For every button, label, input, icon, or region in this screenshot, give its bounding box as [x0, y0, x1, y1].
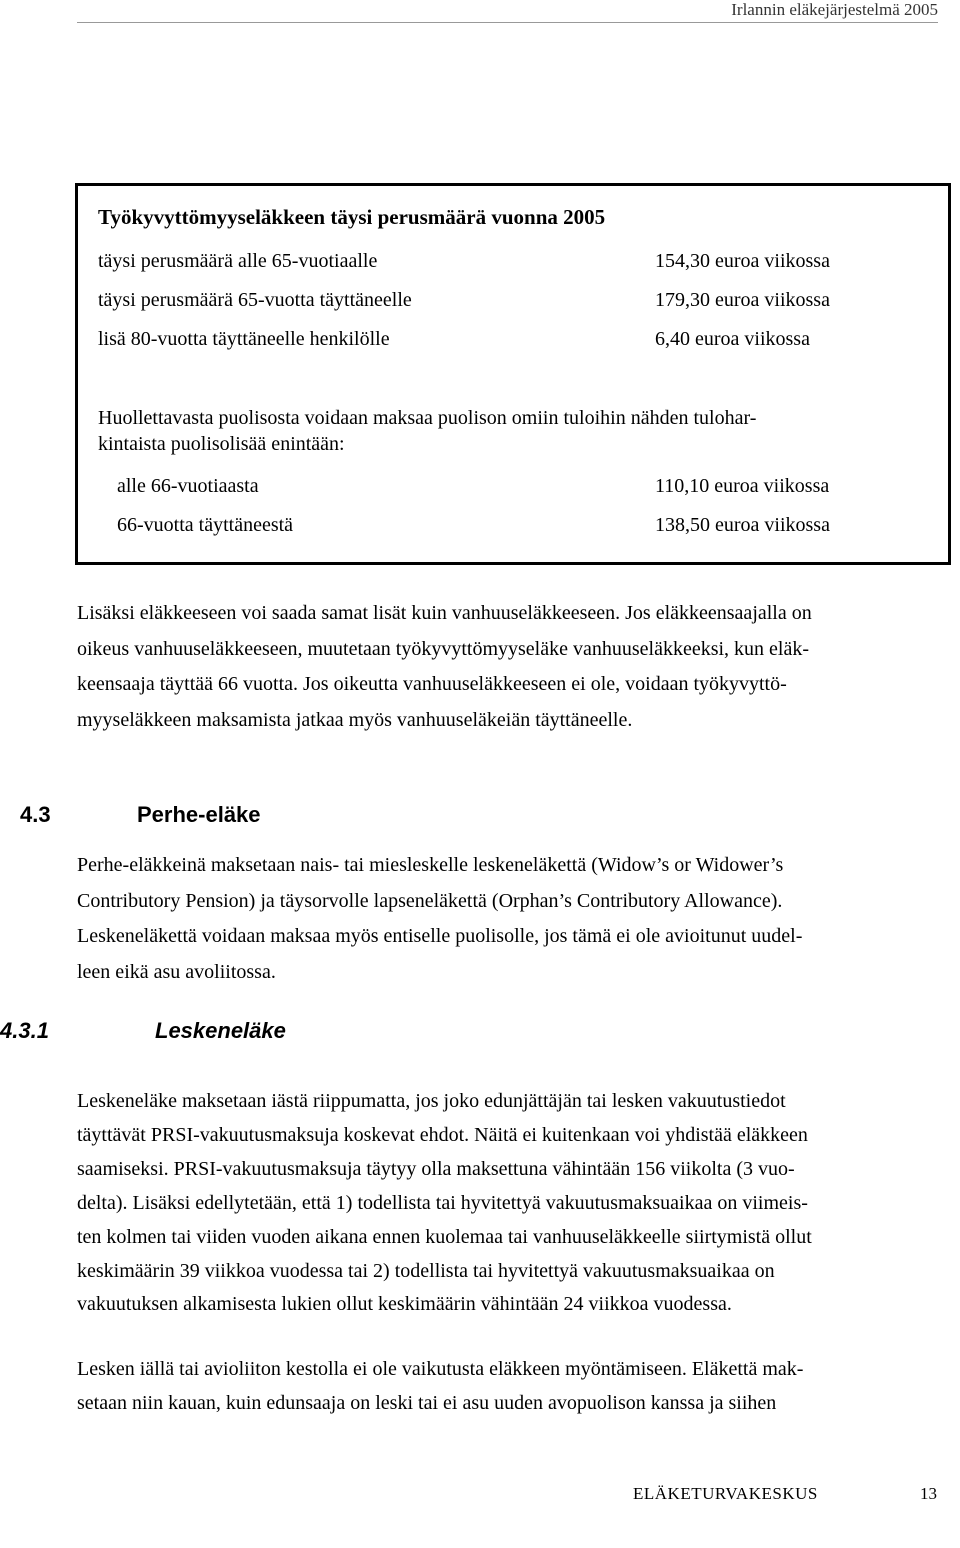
spouse-rate-label: 66-vuotta täyttäneestä	[117, 514, 294, 536]
paragraph-line: saamiseksi. PRSI-vakuutusmaksuja täytyy olla maksettuna vähintään 156 viikolta (3 vuo-	[77, 1157, 795, 1180]
paragraph-widow-pension-duration	[77, 1352, 939, 1420]
paragraph-line: leen eikä asu avoliitossa.	[77, 960, 276, 983]
paragraph-line: setaan niin kauan, kuin edunsaaja on leski tai ei asu uuden avopuolison kanssa ja siihen	[77, 1392, 777, 1414]
rate-value: 179,30 euroa viikossa	[655, 289, 830, 311]
paragraph-widow-pension-conditions	[77, 1085, 939, 1322]
spouse-paragraph-line: Huollettavasta puolisosta voidaan maksaa puolison omiin tuloihin nähden tulohar-	[98, 407, 757, 429]
paragraph-family-pension	[77, 848, 939, 990]
paragraph-line: oikeus vanhuuseläkkeeseen, muutetaan työkyvyttömyyseläke vanhuuseläkkeeksi, kun eläk-	[77, 637, 810, 660]
paragraph-line: Lisäksi eläkkeeseen voi saada samat lisät kuin vanhuuseläkkeeseen. Jos eläkkeensaajalla on	[77, 602, 812, 624]
paragraph-line: Perhe-eläkkeinä maksetaan nais- tai miesleskelle leskeneläkettä (Widow’s or Widower’s	[77, 854, 784, 876]
paragraph-line: keensaaja täyttää 66 vuotta. Jos oikeutta vanhuuseläkkeeseen ei ole, voidaan työkyvyttö-	[77, 673, 787, 695]
paragraph-line: delta). Lisäksi edellytetään, että 1) todellista tai hyvitettyä vakuutusmaksuaikaa on viimeis-	[77, 1191, 808, 1214]
page-number: 13	[920, 1484, 937, 1503]
spouse-rate-value: 110,10 euroa viikossa	[655, 475, 830, 497]
paragraph-additional-benefits	[77, 596, 939, 738]
box-title: Työkyvyttömyyseläkkeen täysi perusmäärä vuonna 2005	[98, 205, 606, 229]
subsection-title: Leskeneläke	[155, 1018, 286, 1043]
header-rule	[77, 22, 938, 23]
spouse-paragraph-line: kintaista puolisolisää enintään:	[98, 433, 345, 455]
spouse-rate-value: 138,50 euroa viikossa	[655, 514, 830, 536]
paragraph-line: Lesken iällä tai avioliiton kestolla ei ole vaikutusta eläkkeen myöntämiseen. Eläkettä mak-	[77, 1358, 804, 1380]
section-title: Perhe-eläke	[137, 802, 261, 827]
rate-label: täysi perusmäärä 65-vuotta täyttäneelle	[98, 289, 412, 311]
paragraph-line: täyttävät PRSI-vakuutusmaksuja koskevat ehdot. Näitä ei kuitenkaan voi yhdistää eläkkeen	[77, 1123, 808, 1146]
subsection-number: 4.3.1	[0, 1018, 49, 1043]
paragraph-line: Leskeneläke maksetaan iästä riippumatta, jos joko edunjättäjän tai lesken vakuutustiedot	[77, 1090, 786, 1112]
rates-box	[75, 183, 951, 565]
rate-value: 6,40 euroa viikossa	[655, 328, 810, 350]
paragraph-line: keskimäärin 39 viikkoa vuodessa tai 2) todellista tai hyvitettyä vakuutusmaksuaikaa on	[77, 1259, 775, 1282]
paragraph-line: myyseläkkeen maksamista jatkaa myös vanhuuseläkeiän täyttäneelle.	[77, 708, 633, 731]
rate-value: 154,30 euroa viikossa	[655, 250, 830, 272]
spouse-paragraph	[98, 405, 878, 457]
rate-label: täysi perusmäärä alle 65-vuotiaalle	[98, 250, 378, 272]
paragraph-line: ten kolmen tai viiden vuoden aikana ennen kuolemaa tai vanhuuseläkkeelle siirtymistä ollut	[77, 1225, 812, 1248]
rate-label: lisä 80-vuotta täyttäneelle henkilölle	[98, 328, 390, 350]
spouse-rate-label: alle 66-vuotiaasta	[117, 475, 259, 497]
footer-organization: ELÄKETURVAKESKUS	[633, 1484, 818, 1503]
paragraph-line: Contributory Pension) ja täysorvolle lapseneläkettä (Orphan’s Contributory Allowance).	[77, 889, 783, 912]
running-header: Irlannin eläkejärjestelmä 2005	[731, 0, 938, 19]
section-number: 4.3	[20, 802, 51, 827]
paragraph-line: Leskeneläkettä voidaan maksaa myös entiselle puolisolle, jos tämä ei ole avioitunut uudel-	[77, 925, 803, 947]
paragraph-line: vakuutuksen alkamisesta lukien ollut keskimäärin vähintään 24 viikkoa vuodessa.	[77, 1293, 732, 1316]
